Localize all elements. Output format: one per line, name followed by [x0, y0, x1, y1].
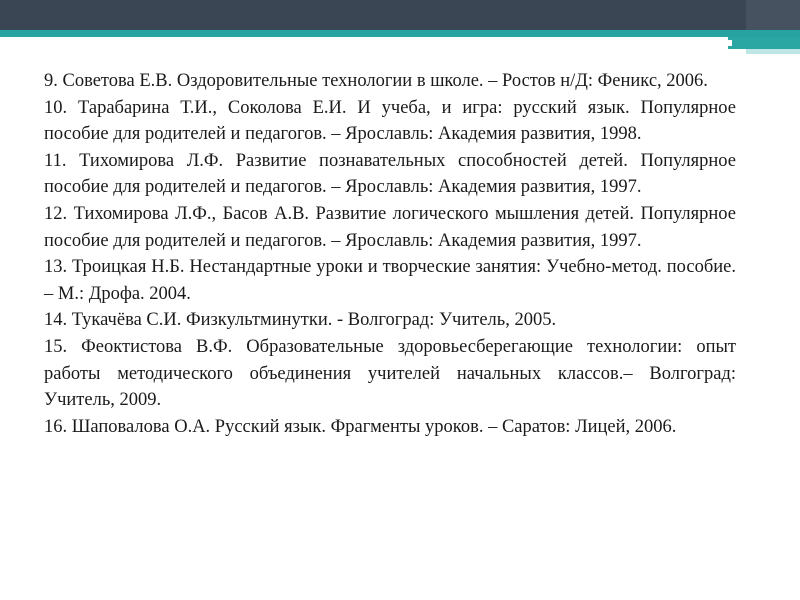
- reference-item-16: 16. Шаповалова О.А. Русский язык. Фрагменты уроков. – Саратов: Лицей, 2006.: [44, 416, 677, 437]
- header-bar-end: [746, 0, 800, 30]
- reference-item-9: 9. Советова Е.В. Оздоровительные технологии в школе. – Ростов н/Д: Феникс, 2006.: [44, 71, 708, 91]
- reference-item-14: 14. Тукачёва С.И. Физкультминутки. - Волгоград: Учитель, 2005.: [44, 310, 557, 331]
- reference-item-13: 13. Троицкая Н.Б. Нестандартные уроки и творческие занятия: Учебно-метод. пособие. – М.: Дрофа. 2004.: [44, 257, 736, 304]
- reference-item-11: 11. Тихомирова Л.Ф. Развитие познавательных способностей детей. Популярное пособие для родителей и педагогов. – Ярославль: Академия развития, 1997.: [44, 150, 736, 198]
- corner-accent-light: [746, 49, 800, 54]
- reference-item-10: 10. Тарабарина Т.И., Соколова Е.И. И учеба, и игра: русский язык. Популярное пособие для родителей и педагогов. – Ярославль: Академия развития, 1998.: [44, 97, 736, 145]
- header-accent-stripe: [0, 30, 800, 37]
- reference-list: [44, 68, 736, 440]
- corner-accent-gap: [728, 40, 732, 46]
- reference-item-12: 12. Тихомирова Л.Ф., Басов А.В. Развитие логического мышления детей. Популярное пособие для родителей и педагогов. – Ярославль: Академия развития, 1997.: [44, 203, 736, 251]
- reference-item-15: 15. Феоктистова В.Ф. Образовательные здоровьесберегающие технологии: опыт работы методического объединения учителей начальных классов.– Волгоград: Учитель, 2009.: [44, 336, 736, 411]
- header-bar: [0, 0, 800, 30]
- corner-accent-block: [728, 37, 800, 49]
